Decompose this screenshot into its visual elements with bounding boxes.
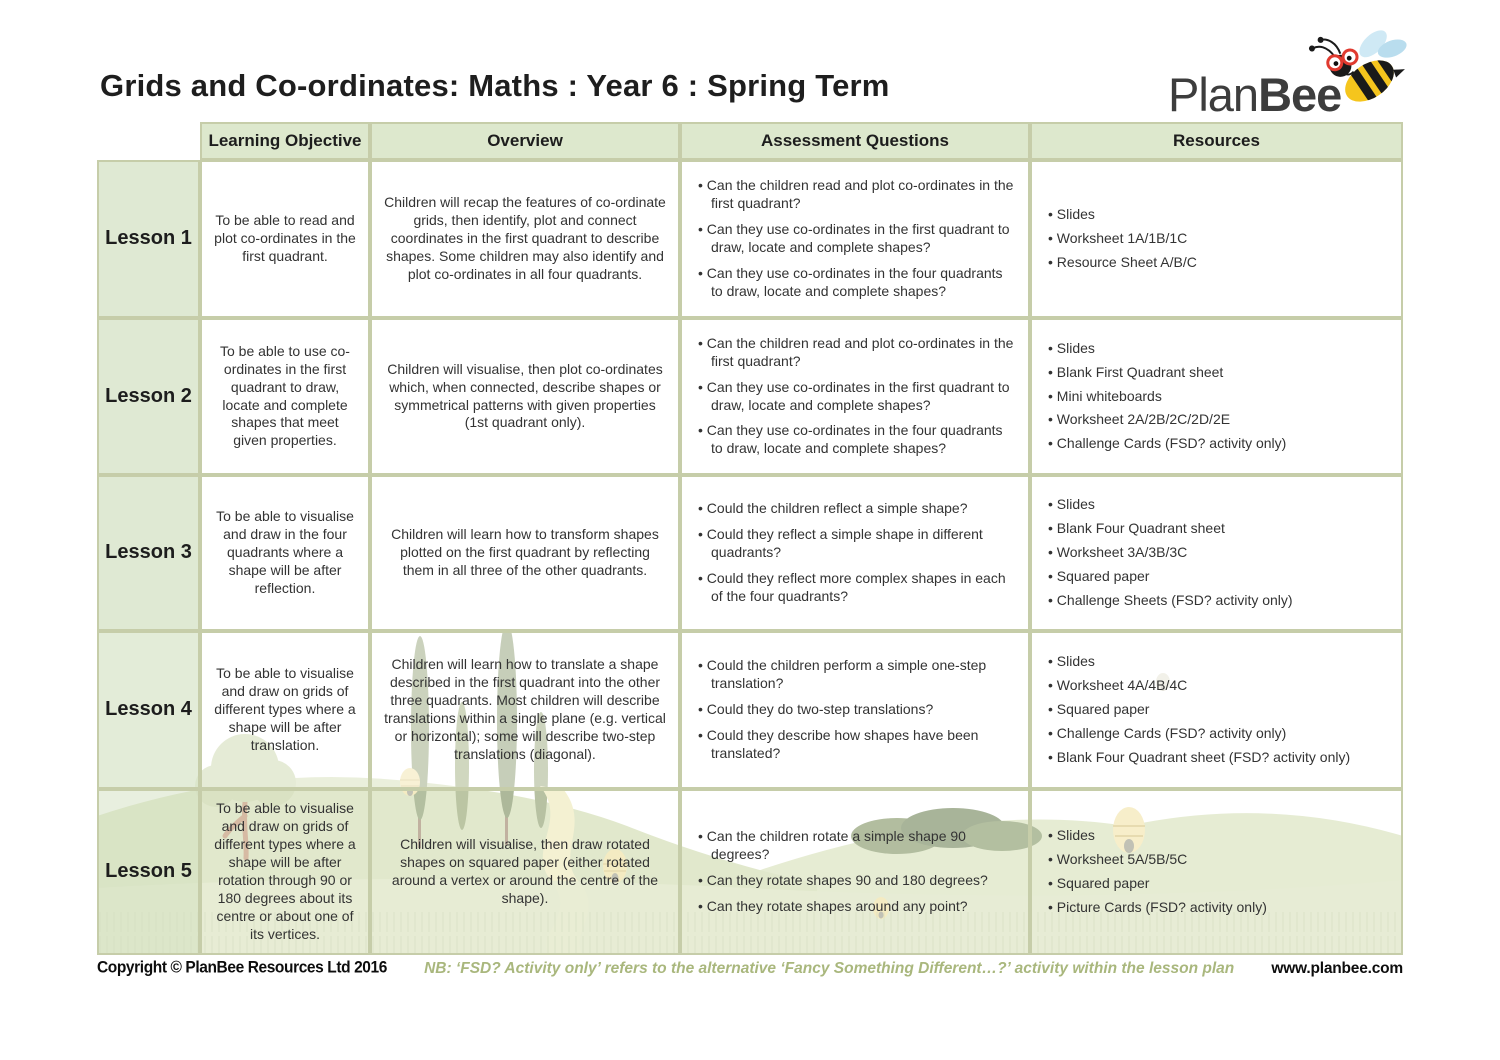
lesson-3-overview: Children will learn how to transform shapes plotted on the first quadrant by reflecting them in all three of the other quadrants. — [370, 475, 680, 631]
lesson-3-questions — [680, 475, 1030, 631]
resource-item: • Challenge Sheets (FSD? activity only) — [1048, 592, 1391, 610]
lesson-3-resources — [1030, 475, 1403, 631]
question-item: • Can the children rotate a simple shape 90 degrees? — [698, 828, 1018, 864]
lesson-1-overview: Children will recap the features of co-ordinate grids, then identify, plot and connect coordinates in the first quadrant to describe shapes. Some children may also identify and plot co-ordinates in all four quadrants. — [370, 160, 680, 318]
header-assessment-questions: Assessment Questions — [680, 122, 1030, 160]
header-overview: Overview — [370, 122, 680, 160]
resource-item: • Worksheet 3A/3B/3C — [1048, 544, 1391, 562]
lesson-1-resources — [1030, 160, 1403, 318]
question-item: • Can the children read and plot co-ordinates in the first quadrant? — [698, 177, 1018, 213]
lesson-3-label: Lesson 3 — [97, 475, 200, 631]
logo-bee-text: Bee — [1258, 68, 1342, 121]
resource-item: • Squared paper — [1048, 568, 1391, 586]
lesson-4-objective: To be able to visualise and draw on grids of different types where a shape will be after translation. — [200, 631, 370, 789]
resource-item: • Slides — [1048, 827, 1391, 845]
question-item: • Can the children read and plot co-ordinates in the first quadrant? — [698, 335, 1018, 371]
resource-item: • Blank Four Quadrant sheet — [1048, 520, 1391, 538]
lesson-4-label: Lesson 4 — [97, 631, 200, 789]
lesson-2-resources — [1030, 318, 1403, 475]
resource-item: • Resource Sheet A/B/C — [1048, 254, 1391, 272]
resource-item: • Challenge Cards (FSD? activity only) — [1048, 725, 1391, 743]
lesson-4-resources — [1030, 631, 1403, 789]
lesson-2-overview: Children will visualise, then plot co-ordinates which, when connected, describe shapes or symmetrical patterns with given properties (1st quadrant only). — [370, 318, 680, 475]
question-item: • Could they do two-step translations? — [698, 701, 1018, 719]
lesson-4-questions — [680, 631, 1030, 789]
resource-item: • Slides — [1048, 653, 1391, 671]
lesson-3-objective: To be able to visualise and draw in the four quadrants where a shape will be after reflection. — [200, 475, 370, 631]
question-item: • Could the children perform a simple one-step translation? — [698, 657, 1018, 693]
resource-item: • Picture Cards (FSD? activity only) — [1048, 899, 1391, 917]
question-item: • Can they rotate shapes 90 and 180 degrees? — [698, 872, 1018, 890]
question-item: • Could they reflect a simple shape in different quadrants? — [698, 526, 1018, 562]
question-item: • Can they use co-ordinates in the four quadrants to draw, locate and complete shapes? — [698, 265, 1018, 301]
resource-item: • Worksheet 4A/4B/4C — [1048, 677, 1391, 695]
header-learning-objective: Learning Objective — [200, 122, 370, 160]
copyright-text: Copyright © PlanBee Resources Ltd 2016 — [97, 958, 387, 977]
lesson-2-objective: To be able to use co-ordinates in the first quadrant to draw, locate and complete shapes that meet given properties. — [200, 318, 370, 475]
question-item: • Could they reflect more complex shapes in each of the four quadrants? — [698, 570, 1018, 606]
header-resources: Resources — [1030, 122, 1403, 160]
resource-item: • Worksheet 5A/5B/5C — [1048, 851, 1391, 869]
resource-item: • Slides — [1048, 496, 1391, 514]
lesson-1-objective: To be able to read and plot co-ordinates in the first quadrant. — [200, 160, 370, 318]
resource-item: • Challenge Cards (FSD? activity only) — [1048, 435, 1391, 453]
lesson-grid — [97, 122, 1403, 955]
lesson-1-label: Lesson 1 — [97, 160, 200, 318]
lesson-5-questions — [680, 789, 1030, 955]
lesson-5-resources — [1030, 789, 1403, 955]
question-item: • Can they use co-ordinates in the first quadrant to draw, locate and complete shapes? — [698, 379, 1018, 415]
resource-item: • Blank First Quadrant sheet — [1048, 364, 1391, 382]
question-item: • Can they use co-ordinates in the first quadrant to draw, locate and complete shapes? — [698, 221, 1018, 257]
resource-item: • Squared paper — [1048, 875, 1391, 893]
lesson-5-objective: To be able to visualise and draw on grids of different types where a shape will be after rotation through 90 or 180 degrees about its centre or about one of its vertices. — [200, 789, 370, 955]
question-item: • Could they describe how shapes have been translated? — [698, 727, 1018, 763]
page-title: Grids and Co-ordinates: Maths : Year 6 : Spring Term — [100, 68, 890, 103]
corner-cell — [97, 122, 200, 160]
planbee-logo — [1168, 52, 1408, 122]
lesson-5-overview: Children will visualise, then draw rotated shapes on squared paper (either rotated around a vertex or around the centre of the shape). — [370, 789, 680, 955]
resource-item: • Squared paper — [1048, 701, 1391, 719]
planbee-wordmark — [1168, 67, 1341, 122]
lesson-1-questions — [680, 160, 1030, 318]
resource-item: • Worksheet 2A/2B/2C/2D/2E — [1048, 411, 1391, 429]
lesson-2-label: Lesson 2 — [97, 318, 200, 475]
question-item: • Can they use co-ordinates in the four quadrants to draw, locate and complete shapes? — [698, 422, 1018, 458]
resource-item: • Slides — [1048, 340, 1391, 358]
page-footer — [97, 960, 1403, 978]
lesson-2-questions — [680, 318, 1030, 475]
question-item: • Could the children reflect a simple shape? — [698, 500, 1018, 518]
question-item: • Can they rotate shapes around any point? — [698, 898, 1018, 916]
lesson-5-label: Lesson 5 — [97, 789, 200, 955]
lesson-4-overview: Children will learn how to translate a shape described in the first quadrant into the other three quadrants. Most children will describe translations within a single plane (e.g. vertical or horizontal); some will describe two-step translations (diagonal). — [370, 631, 680, 789]
logo-plan-text: Plan — [1168, 68, 1259, 121]
website-url: www.planbee.com — [1271, 960, 1403, 977]
resource-item: • Worksheet 1A/1B/1C — [1048, 230, 1391, 248]
resource-item: • Blank Four Quadrant sheet (FSD? activity only) — [1048, 749, 1391, 767]
resource-item: • Mini whiteboards — [1048, 388, 1391, 406]
resource-item: • Slides — [1048, 206, 1391, 224]
lesson-plan-table — [97, 122, 1403, 955]
fsd-note: NB: ‘FSD? Activity only’ refers to the alternative ‘Fancy Something Different…?’ activity within the lesson plan — [424, 960, 1235, 977]
